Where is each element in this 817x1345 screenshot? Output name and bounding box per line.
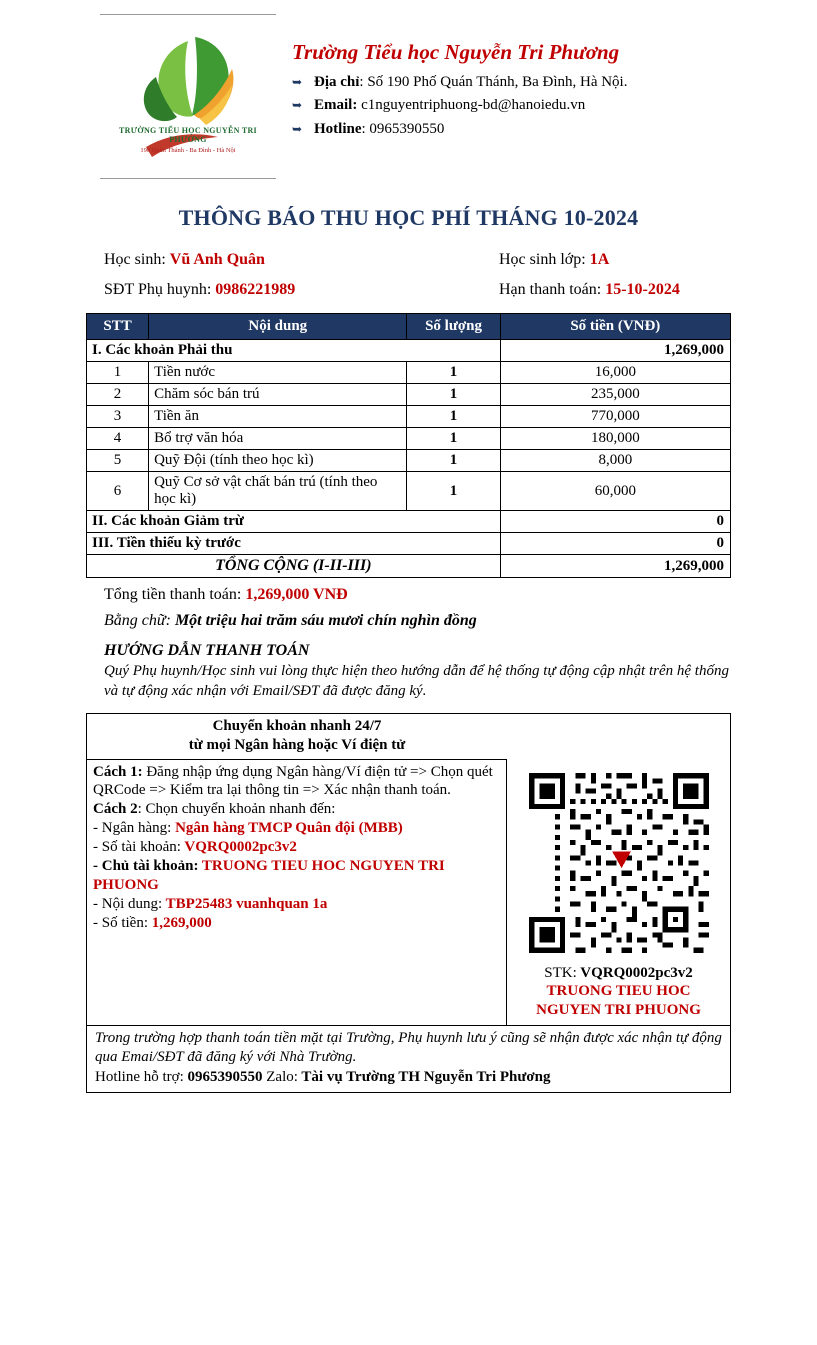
payment-guide-title: HƯỚNG DẪN THANH TOÁN (104, 642, 310, 659)
payment-footer-note (87, 1025, 730, 1093)
student-class-field (499, 251, 739, 269)
contact-hotline-sep: : (361, 120, 366, 137)
col-header-stt: STT (87, 314, 149, 340)
payment-amount-value: 1,269,000 (148, 914, 212, 931)
section2-label: II. Các khoản Giảm trừ (87, 511, 501, 533)
student-name-label: Học sinh: (104, 251, 166, 268)
row-stt: 4 (87, 428, 149, 450)
qr-stk-value: VQRQ0002pc3v2 (576, 964, 693, 981)
school-name: Trường Tiểu học Nguyễn Tri Phương (292, 40, 620, 64)
row-name: Tiền nước (149, 362, 407, 384)
payment-box-header (87, 714, 507, 760)
section2-amount: 0 (500, 511, 730, 533)
fee-table-wrapper (86, 313, 731, 578)
due-date-value: 15-10-2024 (605, 281, 680, 298)
qr-code-icon[interactable] (524, 768, 714, 958)
row-name: Bổ trợ văn hóa (149, 428, 407, 450)
student-info (0, 251, 817, 299)
footer-zalo-value[interactable]: Tài vụ Trường TH Nguyễn Tri Phương (297, 1068, 551, 1085)
row-amount: 60,000 (500, 472, 730, 511)
contact-address-sep: : (359, 74, 364, 90)
payment-amount-label: - Số tiền: (93, 914, 148, 931)
footer-note-text: Trong trường hợp thanh toán tiền mặt tại Trường, Phụ huynh lưu ý cũng sẽ nhận được xác nhận tự động qua Emai/SĐT đã đăng ký với Nhà Trường. (95, 1029, 722, 1066)
table-section-row (87, 511, 731, 533)
contact-email-sep: : (352, 97, 358, 114)
payment-content-value: TBP25483 vuanhquan 1a (162, 895, 328, 912)
row-stt: 3 (87, 406, 149, 428)
col-header-content: Nội dung (149, 314, 407, 340)
table-total-row (87, 555, 731, 578)
qr-stk-label: STK: (544, 964, 577, 981)
student-class-value: 1A (589, 251, 610, 268)
row-amount: 16,000 (500, 362, 730, 384)
row-amount: 770,000 (500, 406, 730, 428)
contact-hotline-label: Hotline (314, 120, 362, 137)
parent-phone-field (104, 281, 499, 299)
payment-account-number (93, 838, 500, 857)
table-section-row (87, 533, 731, 555)
table-section-row (87, 340, 731, 362)
total-payment-value: 1,269,000 VNĐ (245, 586, 348, 603)
qr-owner-line1: TRUONG TIEU HOC (546, 983, 691, 1000)
total-label: TỔNG CỘNG (I-II-III) (87, 555, 501, 578)
col-header-amount: Số tiền (VNĐ) (500, 314, 730, 340)
payment-bank-value: Ngân hàng TMCP Quân đội (MBB) (171, 820, 403, 837)
amount-in-words-line (0, 604, 817, 630)
row-qty: 1 (407, 450, 500, 472)
student-name-value: Vũ Anh Quân (169, 251, 265, 268)
payment-guide-text: Quý Phụ huynh/Học sinh vui lòng thực hiện theo hướng dẫn để hệ thống tự động cập nhật trên hệ thống và tự động xác nhận với Email/SĐT đã được đăng ký. (104, 663, 729, 699)
amount-in-words-value: Một triệu hai trăm sáu mươi chín nghìn đồng (174, 612, 477, 629)
row-qty: 1 (407, 362, 500, 384)
row-amount: 8,000 (500, 450, 730, 472)
payment-account-label: - Số tài khoản: (93, 839, 181, 856)
payment-way1-label: Cách 1: (93, 763, 143, 780)
payment-account-owner (93, 857, 500, 895)
payment-way2-label: Cách 2 (93, 801, 138, 818)
payment-owner-label: - Chủ tài khoản: (93, 857, 199, 874)
fee-table (86, 313, 731, 578)
table-row (87, 406, 731, 428)
section1-label: I. Các khoản Phải thu (87, 340, 501, 362)
payment-transfer-content (93, 895, 500, 914)
footer-hotline-value: 0965390550 (183, 1068, 263, 1085)
row-name: Quỹ Cơ sở vật chất bán trú (tính theo học kì) (149, 472, 407, 511)
payment-way1 (93, 763, 500, 801)
total-amount: 1,269,000 (500, 555, 730, 578)
footer-hotline-line (95, 1068, 724, 1088)
row-stt: 6 (87, 472, 149, 511)
col-header-qty: Số lượng (407, 314, 500, 340)
footer-hotline-label: Hotline hỗ trợ: (95, 1068, 184, 1085)
payment-box (86, 713, 731, 1093)
row-stt: 2 (87, 384, 149, 406)
qr-owner-line2: NGUYEN TRI PHUONG (536, 1001, 701, 1018)
payment-way2-text: : Chọn chuyển khoản nhanh đến: (137, 801, 336, 818)
contact-address (292, 71, 627, 94)
due-date-field (499, 281, 739, 299)
table-row (87, 384, 731, 406)
row-qty: 1 (407, 384, 500, 406)
payment-owner-value: TRUONG TIEU HOC NGUYEN TRI PHUONG (93, 857, 445, 893)
arrow-bullet-icon: ➥ (292, 121, 303, 136)
page-title: THÔNG BÁO THU HỌC PHÍ THÁNG 10-2024 (178, 205, 639, 230)
row-name: Quỹ Đội (tính theo học kì) (149, 450, 407, 472)
section1-amount: 1,269,000 (500, 340, 730, 362)
payment-qr-panel (507, 760, 730, 1025)
payment-instructions (87, 760, 507, 1025)
footer-zalo-label: Zalo: (262, 1068, 298, 1085)
parent-phone-value: 0986221989 (215, 281, 296, 298)
row-amount: 235,000 (500, 384, 730, 406)
payment-way1-text: Đăng nhập ứng dụng Ngân hàng/Ví điện tử => Chọn quét QRCode => Kiểm tra lại thông tin => Xác nhận thanh toán. (93, 763, 493, 799)
contact-hotline-value: 0965390550 (365, 120, 445, 137)
contact-email-value[interactable]: c1nguyentriphuong-bd@hanoiedu.vn (357, 97, 586, 114)
row-stt: 1 (87, 362, 149, 384)
qr-account-line (511, 964, 726, 983)
student-class-label: Học sinh lớp: (499, 251, 586, 268)
table-row (87, 428, 731, 450)
payment-way2 (93, 800, 500, 819)
student-name-field (104, 251, 499, 269)
section3-amount: 0 (500, 533, 730, 555)
table-row (87, 472, 731, 511)
school-logo (100, 14, 276, 179)
payment-account-value: VQRQ0002pc3v2 (180, 839, 297, 856)
row-name: Chăm sóc bán trú (149, 384, 407, 406)
row-amount: 180,000 (500, 428, 730, 450)
school-info (276, 14, 627, 141)
logo-caption-subtext: 190 Quán Thánh - Ba Đình - Hà Nội (140, 147, 236, 154)
contact-email (292, 94, 627, 117)
due-date-label: Hạn thanh toán: (499, 281, 602, 298)
payment-amount (93, 914, 500, 933)
section3-label: III. Tiền thiếu kỳ trước (87, 533, 501, 555)
amount-in-words-label: Bằng chữ: (104, 612, 171, 629)
total-payment-line (0, 578, 817, 604)
logo-caption-text: TRƯỜNG TIỂU HỌC NGUYỄN TRI PHƯƠNG (119, 126, 257, 144)
payment-box-body (87, 760, 730, 1025)
arrow-bullet-icon: ➥ (292, 75, 303, 89)
payment-bank-label: - Ngân hàng: (93, 820, 172, 837)
logo-artwork (100, 15, 276, 180)
row-qty: 1 (407, 406, 500, 428)
contact-hotline (292, 118, 627, 141)
payment-content-label: - Nội dung: (93, 895, 163, 912)
document-header (0, 0, 817, 179)
table-row (87, 362, 731, 384)
contact-address-value: Số 190 Phố Quán Thánh, Ba Đình, Hà Nội. (363, 74, 628, 90)
table-header-row (87, 314, 731, 340)
payment-bank (93, 819, 500, 838)
payment-head-line1: Chuyển khoản nhanh 24/7 (212, 718, 382, 734)
parent-phone-label: SĐT Phụ huynh: (104, 281, 212, 298)
contact-email-label: Email (314, 97, 353, 114)
table-row (87, 450, 731, 472)
total-payment-label: Tổng tiền thanh toán: (104, 586, 242, 603)
arrow-bullet-icon: ➥ (292, 98, 303, 113)
row-name: Tiền ăn (149, 406, 407, 428)
row-qty: 1 (407, 472, 500, 511)
row-stt: 5 (87, 450, 149, 472)
contact-address-label: Địa chỉ (314, 74, 360, 90)
payment-head-line2: từ mọi Ngân hàng hoặc Ví điện tử (188, 736, 406, 753)
row-qty: 1 (407, 428, 500, 450)
